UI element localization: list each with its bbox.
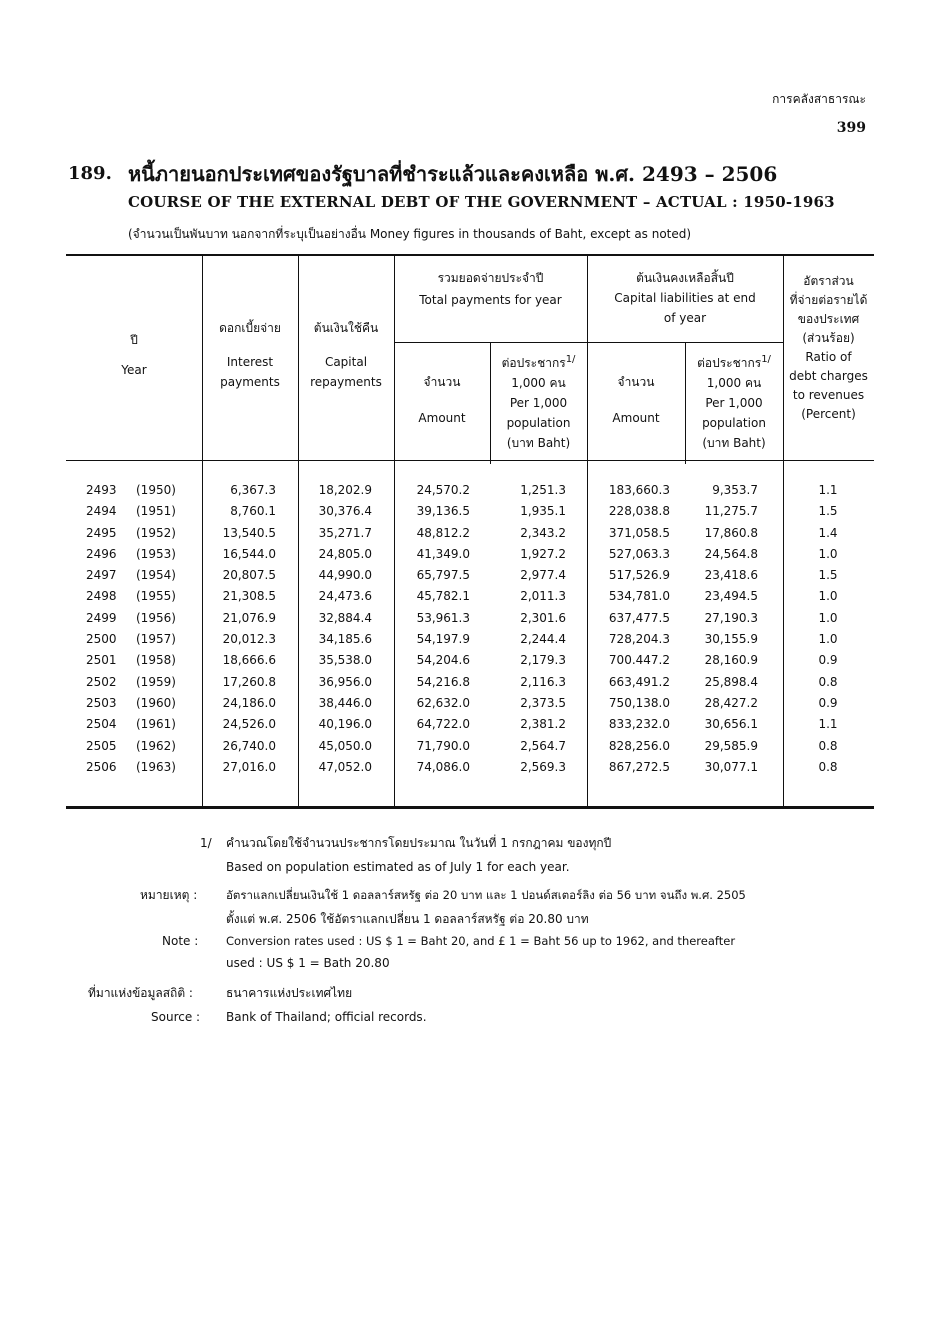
cell-total-per: 2,116.3 [520, 674, 566, 689]
cell-total-per: 1,251.3 [520, 483, 566, 497]
cell-capital: 44,990.0 [318, 568, 372, 583]
table-row [66, 696, 874, 717]
cell-liab-per: 25,898.4 [704, 674, 758, 689]
cell-capital: 30,376.4 [318, 504, 372, 519]
cell-liab-per: 24,564.8 [704, 546, 758, 561]
cell-total: 41,349.0 [416, 546, 470, 561]
source-label-english: Source : [151, 1010, 201, 1024]
cell-total-per: 2,381.2 [520, 717, 566, 732]
cell-total-per: 1,927.2 [520, 546, 566, 561]
cell-ad: (1956) [136, 610, 176, 625]
cell-capital: 47,052.0 [318, 759, 372, 774]
cell-interest: 24,186.0 [222, 695, 276, 710]
cell-capital: 35,271.7 [318, 525, 372, 540]
cell-liab: 371,058.5 [608, 525, 670, 540]
cell-ratio: 1.0 [818, 546, 838, 561]
header-liab-en-2: of year [663, 311, 707, 325]
cell-ratio: 1.0 [818, 632, 838, 647]
cell-interest: 27,016.0 [222, 759, 276, 774]
cell-liab: 183,660.3 [608, 483, 670, 497]
cell-liab: 527,063.3 [608, 546, 670, 561]
cell-ad: (1957) [136, 632, 176, 647]
footnote-ref: 1/ [761, 354, 771, 365]
cell-liab-per: 29,585.9 [704, 738, 758, 753]
header-ratio-th-1: อัตราส่วน [803, 274, 854, 288]
cell-total-per: 2,564.7 [520, 738, 566, 753]
header-year [66, 330, 202, 380]
header-baht: (บาท Baht) [506, 436, 571, 450]
cell-ad: (1961) [136, 717, 176, 732]
cell-capital: 40,196.0 [318, 717, 372, 732]
cell-be: 2503 [86, 695, 117, 710]
header-ratio-en-4: (Percent) [801, 407, 856, 421]
cell-interest: 18,666.6 [222, 653, 276, 668]
cell-ratio: 1.5 [818, 504, 838, 519]
header-year-en: Year [121, 363, 147, 377]
header-ratio-en-1: Ratio of [805, 350, 852, 364]
table-row [66, 611, 874, 632]
cell-total-per: 2,977.4 [520, 568, 566, 583]
cell-capital: 18,202.9 [318, 483, 372, 497]
cell-ad: (1951) [136, 504, 176, 519]
cell-liab: 833,232.0 [608, 717, 670, 732]
cell-liab-per: 30,077.1 [704, 759, 758, 774]
cell-ratio: 1.1 [818, 717, 838, 732]
table-row [66, 547, 874, 568]
cell-ad: (1962) [136, 738, 176, 753]
cell-capital: 24,805.0 [318, 546, 372, 561]
table-row [66, 760, 874, 781]
cell-interest: 17,260.8 [222, 674, 276, 689]
cell-total: 71,790.0 [416, 738, 470, 753]
header-total [394, 268, 587, 310]
cell-interest: 26,740.0 [222, 738, 276, 753]
cell-liab-per: 11,275.7 [704, 504, 758, 519]
cell-interest: 6,367.3 [230, 483, 276, 497]
cell-be: 2500 [86, 632, 117, 647]
header-total-amount [394, 372, 490, 428]
cell-ratio: 1.5 [818, 568, 838, 583]
cell-total-per: 2,301.6 [520, 610, 566, 625]
cell-be: 2506 [86, 759, 117, 774]
cell-total-per: 2,343.2 [520, 525, 566, 540]
note-line-1: Conversion rates used : US $ 1 = Baht 20, and £ 1 = Baht 56 up to 1962, and thereafter [226, 934, 736, 948]
cell-be: 2502 [86, 674, 117, 689]
header-capital [298, 318, 394, 392]
cell-liab-per: 28,160.9 [704, 653, 758, 668]
cell-liab-per: 23,494.5 [704, 589, 758, 604]
source-thai: ธนาคารแห่งประเทศไทย [226, 986, 353, 1000]
cell-ad: (1959) [136, 674, 176, 689]
cell-capital: 32,884.4 [318, 610, 372, 625]
header-capital-th: ต้นเงินใช้คืน [313, 321, 379, 335]
cell-be: 2504 [86, 717, 117, 732]
section-header: การคลังสาธารณะ [772, 92, 866, 106]
header-ratio-th-4: (ส่วนร้อย) [802, 331, 855, 345]
cell-total-per: 2,569.3 [520, 759, 566, 774]
header-ratio-en-2: debt charges [789, 369, 868, 383]
cell-liab: 228,038.8 [608, 504, 670, 519]
cell-be: 2501 [86, 653, 117, 668]
cell-total: 39,136.5 [416, 504, 470, 519]
cell-be: 2496 [86, 546, 117, 561]
cell-capital: 45,050.0 [318, 738, 372, 753]
cell-be: 2505 [86, 738, 117, 753]
header-interest [202, 318, 298, 392]
footnote-thai: คำนวณโดยใช้จำนวนประชากรโดยประมาณ ในวันที่ 1 กรกฎาคม ของทุกปี [226, 836, 612, 850]
cell-total: 62,632.0 [416, 695, 470, 710]
cell-ad: (1953) [136, 546, 176, 561]
header-per-1000-en: Per 1,000 [705, 396, 763, 410]
table-row [66, 504, 874, 525]
table-row [66, 483, 874, 504]
cell-liab-per: 30,656.1 [704, 717, 758, 732]
note-line-2: used : US $ 1 = Bath 20.80 [226, 956, 390, 970]
header-amount-th: จำนวน [423, 375, 461, 389]
header-per-1000-th: 1,000 คน [511, 376, 566, 390]
table-row [66, 632, 874, 653]
cell-total: 45,782.1 [416, 589, 470, 604]
cell-ratio: 1.0 [818, 610, 838, 625]
header-liab-amount [587, 372, 685, 428]
table-row [66, 717, 874, 738]
header-liab-en-1: Capital liabilities at end [614, 291, 756, 305]
table-row [66, 526, 874, 547]
cell-liab-per: 27,190.3 [704, 610, 758, 625]
header-per-th: ต่อประชากร [697, 356, 762, 370]
cell-be: 2499 [86, 610, 117, 625]
cell-total-per: 1,935.1 [520, 504, 566, 519]
header-year-th: ปี [130, 333, 138, 347]
cell-liab-per: 28,427.2 [704, 695, 758, 710]
cell-liab: 750,138.0 [608, 695, 670, 710]
cell-ad: (1963) [136, 759, 176, 774]
header-amount-th: จำนวน [617, 375, 655, 389]
cell-capital: 24,473.6 [318, 589, 372, 604]
table-top-rule [66, 254, 874, 256]
cell-ratio: 1.0 [818, 589, 838, 604]
cell-interest: 21,076.9 [222, 610, 276, 625]
cell-ratio: 1.1 [818, 483, 838, 497]
header-ratio-th-3: ของประเทศ [797, 312, 860, 326]
cell-capital: 36,956.0 [318, 674, 372, 689]
cell-total: 54,216.8 [416, 674, 470, 689]
cell-liab: 637,477.5 [608, 610, 670, 625]
header-ratio [783, 272, 874, 424]
cell-total-per: 2,244.4 [520, 632, 566, 647]
cell-be: 2497 [86, 568, 117, 583]
cell-ratio: 1.4 [818, 525, 838, 540]
cell-interest: 20,807.5 [222, 568, 276, 583]
page-number: 399 [836, 120, 866, 136]
header-ratio-th-2: ที่จ่ายต่อรายได้ [789, 293, 868, 307]
cell-total: 48,812.2 [416, 525, 470, 540]
cell-ad: (1954) [136, 568, 176, 583]
table-row [66, 675, 874, 696]
source-english: Bank of Thailand; official records. [226, 1010, 427, 1024]
header-capital-en-1: Capital [324, 355, 368, 369]
remark-label: หมายเหตุ : [140, 888, 198, 902]
table-bottom-rule [66, 806, 874, 809]
cell-capital: 35,538.0 [318, 653, 372, 668]
header-per-1000-th: 1,000 คน [706, 376, 762, 390]
footnote-ref: 1/ [565, 354, 576, 365]
cell-liab: 700.447.2 [608, 653, 670, 668]
units-note: (จำนวนเป็นพันบาท นอกจากที่ระบุเป็นอย่างอื่น Money figures in thousands of Baht, except as noted) [128, 227, 692, 241]
cell-interest: 13,540.5 [222, 525, 276, 540]
subheader-rule [394, 342, 783, 343]
cell-total: 54,204.6 [416, 653, 470, 668]
header-interest-en-2: payments [220, 375, 280, 389]
footnote-english: Based on population estimated as of July 1 for each year. [226, 860, 570, 874]
table-body [66, 483, 874, 781]
cell-total-per: 2,179.3 [520, 653, 566, 668]
cell-liab-per: 9,353.7 [712, 483, 758, 497]
cell-liab-per: 17,860.8 [704, 525, 758, 540]
note-label: Note : [162, 934, 199, 948]
cell-ratio: 0.9 [818, 695, 838, 710]
cell-be: 2495 [86, 525, 117, 540]
header-interest-th: ดอกเบี้ยจ่าย [219, 321, 281, 335]
footnote-mark: 1/ [200, 836, 212, 850]
cell-ratio: 0.8 [818, 759, 838, 774]
cell-interest: 20,012.3 [222, 632, 276, 647]
table-row [66, 589, 874, 610]
cell-ad: (1960) [136, 695, 176, 710]
cell-interest: 16,544.0 [222, 546, 276, 561]
header-population: population [702, 416, 766, 430]
cell-interest: 21,308.5 [222, 589, 276, 604]
header-liab-per-1000 [685, 350, 783, 453]
header-population: population [506, 416, 571, 430]
cell-total: 65,797.5 [416, 568, 470, 583]
cell-total: 74,086.0 [416, 759, 470, 774]
cell-liab-per: 30,155.9 [704, 632, 758, 647]
cell-ad: (1958) [136, 653, 176, 668]
cell-liab: 828,256.0 [608, 738, 670, 753]
cell-interest: 8,760.1 [230, 504, 276, 519]
cell-liab: 534,781.0 [608, 589, 670, 604]
source-label-thai: ที่มาแห่งข้อมูลสถิติ : [88, 986, 193, 1000]
cell-be: 2494 [86, 504, 117, 519]
header-baht: (บาท Baht) [702, 436, 766, 450]
cell-ratio: 0.8 [818, 738, 838, 753]
remark-thai-1: อัตราแลกเปลี่ยนเงินใช้ 1 ดอลลาร์สหรัฐ ต่อ 20 บาท และ 1 ปอนด์สเตอร์ลิง ต่อ 56 บาท จนถึง พ.ศ. 2505 [226, 888, 746, 902]
remark-thai-2: ตั้งแต่ พ.ศ. 2506 ใช้อัตราแลกเปลี่ยน 1 ดอลลาร์สหรัฐ ต่อ 20.80 บาท [226, 912, 589, 926]
header-interest-en-1: Interest [226, 355, 274, 369]
header-amount-en: Amount [418, 411, 466, 425]
table-header-rule [66, 460, 874, 461]
header-per-th: ต่อประชากร [501, 356, 566, 370]
title-english: COURSE OF THE EXTERNAL DEBT OF THE GOVERNMENT – ACTUAL : 1950-1963 [128, 193, 835, 211]
cell-total: 24,570.2 [416, 483, 470, 497]
header-per-1000-en: Per 1,000 [509, 396, 568, 410]
cell-total: 54,197.9 [416, 632, 470, 647]
cell-interest: 24,526.0 [222, 717, 276, 732]
header-capital-en-2: repayments [310, 375, 382, 389]
table-row [66, 568, 874, 589]
cell-total-per: 2,373.5 [520, 695, 566, 710]
cell-be: 2498 [86, 589, 117, 604]
header-amount-en: Amount [612, 411, 660, 425]
header-liabilities [587, 268, 783, 328]
cell-total-per: 2,011.3 [520, 589, 566, 604]
cell-ad: (1950) [136, 483, 176, 497]
table-row [66, 739, 874, 760]
cell-ad: (1955) [136, 589, 176, 604]
table-number: 189. [68, 163, 112, 184]
cell-liab: 867,272.5 [608, 759, 670, 774]
cell-ratio: 0.9 [818, 653, 838, 668]
cell-liab: 663,491.2 [608, 674, 670, 689]
cell-capital: 38,446.0 [318, 695, 372, 710]
cell-ad: (1952) [136, 525, 176, 540]
cell-be: 2493 [86, 483, 117, 497]
cell-capital: 34,185.6 [318, 632, 372, 647]
cell-liab-per: 23,418.6 [704, 568, 758, 583]
table-row [66, 653, 874, 674]
header-total-th: รวมยอดจ่ายประจำปี [437, 271, 544, 285]
cell-total: 64,722.0 [416, 717, 470, 732]
title-thai: หนี้ภายนอกประเทศของรัฐบาลที่ชำระแล้วและคงเหลือ พ.ศ. 2493 – 2506 [128, 162, 778, 186]
header-ratio-en-3: to revenues [792, 388, 865, 402]
header-liab-th: ต้นเงินคงเหลือสิ้นปี [636, 271, 734, 285]
cell-ratio: 0.8 [818, 674, 838, 689]
cell-liab: 728,204.3 [608, 632, 670, 647]
cell-total: 53,961.3 [416, 610, 470, 625]
header-total-per-1000 [490, 350, 587, 453]
cell-liab: 517,526.9 [608, 568, 670, 583]
header-total-en: Total payments for year [419, 293, 562, 307]
